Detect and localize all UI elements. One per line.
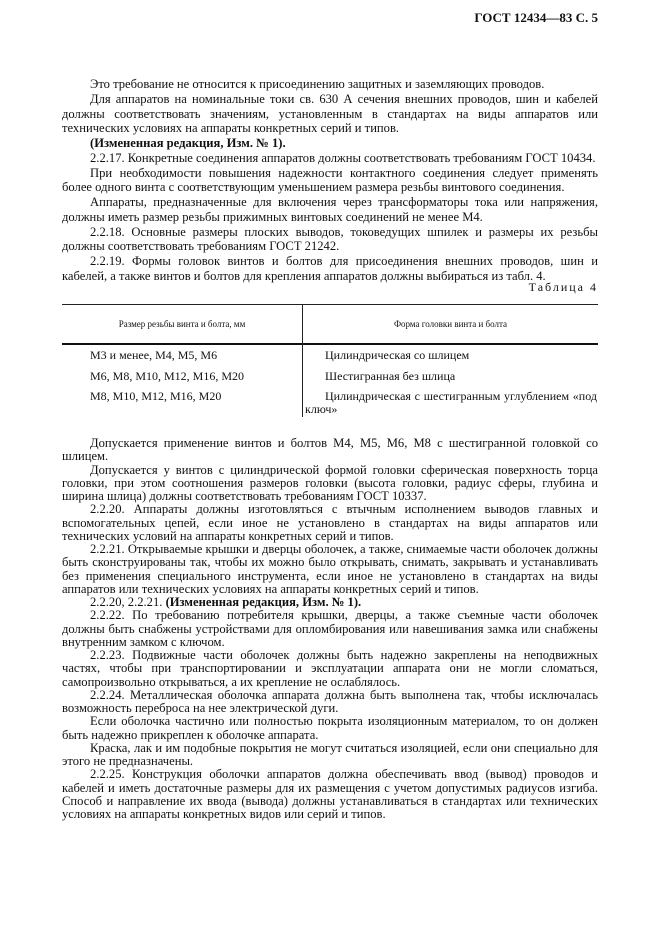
amendment-note-bold: (Измененная редакция, Изм. № 1). — [165, 595, 362, 609]
amendment-note — [62, 136, 598, 151]
top-text-block — [62, 77, 598, 284]
paragraph: 2.2.25. Конструкция оболочки аппаратов должна обеспечивать ввод (вывод) проводов и кабелей и иметь достаточные размеры для их размещения с учетом допустимых радиусов изгиба. Способ и направление их ввода (вывода) должны устанавливаться в стандартах или технических условиях на аппараты конкретных видов или серий и типов. — [62, 767, 598, 821]
paragraph: 2.2.20. Аппараты должны изготовляться с втычным исполнением выводов главных и вспомогательных цепей, если иное не установлено в стандартах на виды аппаратов или технических условий на аппараты конкретных серий и типов. — [62, 502, 598, 543]
paragraph: 2.2.23. Подвижные части оболочек должны быть надежно закреплены на неподвижных частях, чтобы при транспортировании и эксплуатации аппарата они не могли сломаться, самопроизвольно открываться, а их крепление не ослаблялось. — [62, 648, 598, 689]
table-cell: Шестигранная без шлица — [325, 369, 456, 383]
table-cell: М3 и менее, М4, М5, М6 — [90, 348, 218, 362]
amendment-note-bold: (Измененная редакция, Изм. № 1). — [90, 136, 286, 150]
paragraph: Допускается применение винтов и болтов М4, М5, М6, М8 с шестигранной головкой со шлицем. — [62, 436, 598, 464]
bottom-text-block — [62, 437, 598, 821]
paragraph: Краска, лак и им подобные покрытия не могут считаться изоляцией, если они специально для этого не предназначены. — [62, 740, 598, 768]
paragraph: 2.2.17. Конкретные соединения аппаратов должны соответствовать требованиям ГОСТ 10434. — [90, 150, 596, 165]
amendment-clauses: 2.2.20, 2.2.21. — [90, 595, 166, 609]
paragraph: Если оболочка частично или полностью покрыта изоляционным материалом, то он должен быть надежно прикреплен к оболочке аппарата. — [62, 714, 598, 742]
paragraph: Допускается у винтов с цилиндрической формой головки сферическая поверхность торца головки, при этом соотношения размеров головки (высота головки, радиус сферы, глубина и ширина шлица) должны соответствовать требованиям ГОСТ 10337. — [62, 462, 598, 503]
table-caption: Таблица 4 — [528, 280, 598, 294]
table-cell: М8, М10, М12, М16, М20 — [90, 389, 222, 403]
paragraph: 2.2.18. Основные размеры плоских выводов, токоведущих шпилек и размеры их резьбы должны соответствовать требованиям ГОСТ 21242. — [62, 224, 598, 254]
page-header: ГОСТ 12434—83 С. 5 — [474, 10, 598, 25]
paragraph: Аппараты, предназначенные для включения через трансформаторы тока или напряжения, должны иметь размер резьбы прижимных винтовых соединений не менее М4. — [62, 195, 598, 224]
paragraph: Это требование не относится к присоединению защитных и заземляющих проводов. — [90, 77, 545, 91]
table-header-thread-size: Размер резьбы винта и болта, мм — [118, 319, 246, 329]
paragraph: Для аппаратов на номинальные токи св. 630 А сечения внешних проводов, шин и кабелей должны соответствовать значениям, установленным в стандартах на виды аппаратов или технических условиях на аппараты конкретных серий и типов. — [62, 91, 598, 136]
paragraph: 2.2.24. Металлическая оболочка аппарата должна быть выполнена так, чтобы исключалась возможность переброса на нее электрической дуги. — [62, 687, 598, 715]
table-top-rule — [62, 304, 598, 305]
table-cell: Цилиндрическая с шестигранным углублением «под ключ» — [305, 389, 597, 416]
paragraph: При необходимости повышения надежности контактного соединения следует применять более одного винта с соответствующим уменьшением размера резьбы винтового соединения. — [62, 165, 598, 195]
paragraph: 2.2.19. Формы головок винтов и болтов для присоединения внешних проводов, шин и кабелей, а также винтов и болтов для крепления аппаратов должны выбираться из табл. 4. — [62, 254, 598, 283]
table-cell: М6, М8, М10, М12, М16, М20 — [90, 369, 245, 383]
amendment-note — [62, 596, 598, 609]
table-header-rule — [62, 343, 598, 345]
paragraph: 2.2.21. Открываемые крышки и дверцы оболочек, а также, снимаемые части оболочек должны быть сконструированы так, чтобы их можно было открывать, снимать, закрывать и устанавливать без применения специального инструмента, если иное не установлено в стандартах на виды аппаратов или технических условиях на аппараты конкретных серий и типов. — [62, 542, 598, 596]
paragraph: 2.2.22. По требованию потребителя крышки, дверцы, а также съемные части оболочек должны быть снабжены устройствами для опломбирования или навешивания замка или снабжены внутренним замком с ключом. — [62, 608, 598, 649]
table-cell: Цилиндрическая со шлицем — [325, 348, 470, 362]
table-header-head-shape: Форма головки винта и болта — [393, 319, 508, 329]
